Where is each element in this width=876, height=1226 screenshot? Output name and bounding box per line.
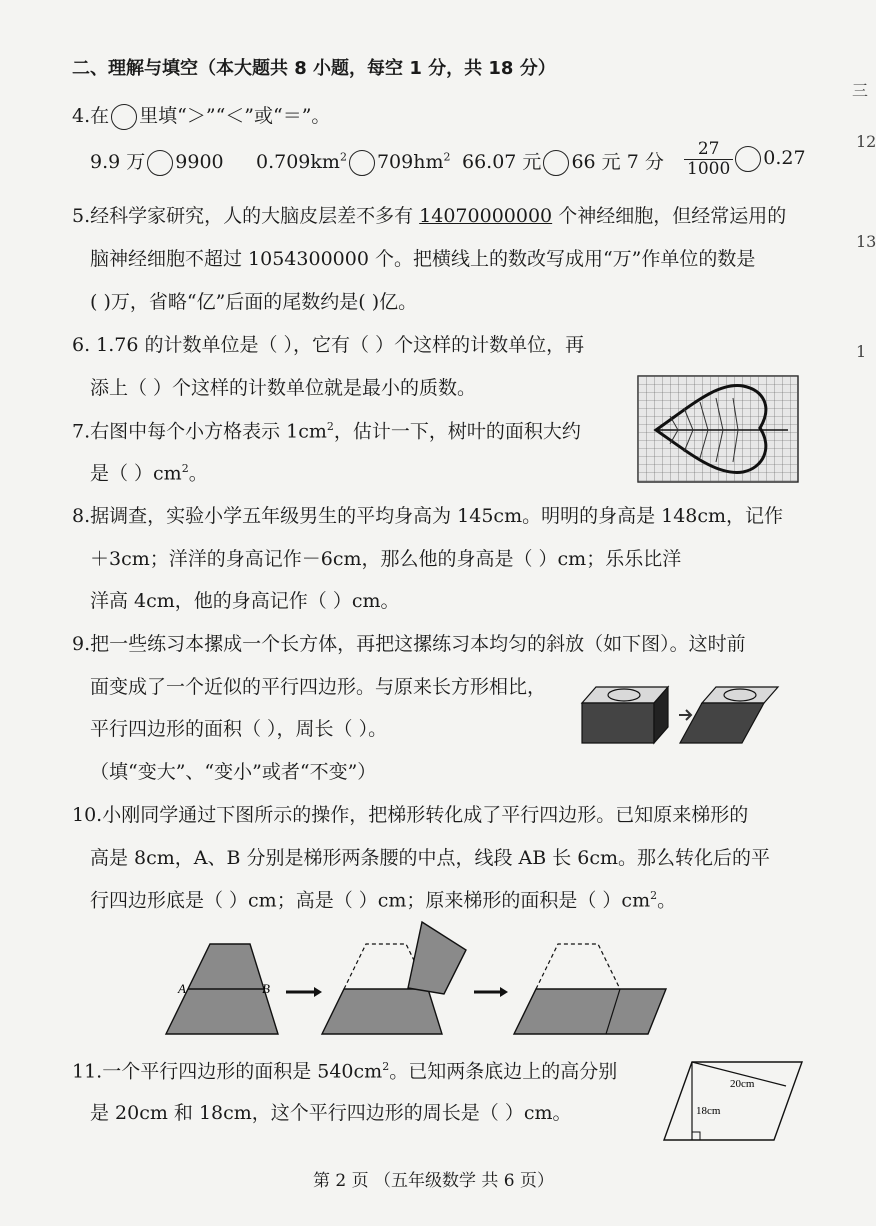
q6-line-2: 添上（ ）个这样的计数单位就是最小的质数。	[90, 377, 477, 399]
book-stack-figure	[582, 683, 772, 747]
parallelogram-figure	[664, 1060, 804, 1144]
svg-text:A: A	[178, 981, 186, 996]
compare-circle-4[interactable]	[735, 146, 761, 172]
compare-circle-1[interactable]	[147, 150, 173, 176]
fraction: $\frac{27}{1000}$	[684, 140, 733, 178]
edge-text-1: 三	[852, 81, 869, 100]
q5-line-1: 5.经科学家研究，人的大脑皮层差不多有 14070000000 个神经细胞，但经常运用的	[72, 205, 787, 227]
compare-circle-3[interactable]	[543, 150, 569, 176]
q9-line-2: 面变成了一个近似的平行四边形。与原来长方形相比，	[90, 676, 547, 698]
svg-text:B: B	[262, 981, 270, 996]
q4-compare-1: 9.9 万 9900	[90, 150, 224, 176]
q10-line-3: 行四边形底是（ ）cm；高是（ ）cm；原来梯形的面积是（ ）$cm^2$。	[90, 889, 677, 912]
leaf-grid-figure	[638, 376, 798, 482]
q8-line-1: 8.据调查，实验小学五年级男生的平均身高为 145cm。明明的身高是 148cm，记作	[72, 505, 784, 527]
q9-line-4: （填“变大”、“变小”或者“不变”）	[90, 761, 377, 783]
q4-prompt: 4.在 里填“＞”“＜”或“＝”。	[72, 104, 330, 130]
q7-line-1: 7.右图中每个小方格表示 $1cm^2$，估计一下，树叶的面积大约	[72, 420, 581, 443]
page-footer: 第 2 页 （五年级数学 共 6 页）	[312, 1171, 555, 1191]
answer-circle[interactable]	[111, 104, 137, 130]
edge-text-2: 12	[856, 132, 876, 151]
q5-line-3: ( )万，省略“亿”后面的尾数约是( )亿。	[90, 291, 418, 313]
q4-compare-3: 66.07 元 66 元 7 分	[462, 150, 664, 176]
trapezoid-figure	[166, 922, 676, 1038]
q6-line-1: 6. 1.76 的计数单位是（ ），它有（ ）个这样的计数单位，再	[72, 334, 585, 356]
q11-line-2: 是 20cm 和 18cm，这个平行四边形的周长是（ ）cm。	[90, 1102, 572, 1124]
svg-text:18cm: 18cm	[696, 1105, 721, 1117]
section-title: 二、理解与填空（本大题共 8 小题，每空 1 分，共 18 分）	[72, 58, 556, 79]
edge-text-4: 1	[856, 342, 867, 361]
q10-line-1: 10.小刚同学通过下图所示的操作，把梯形转化成了平行四边形。已知原来梯形的	[72, 804, 749, 826]
q7-line-2: 是（ ）$cm^2$。	[90, 462, 208, 485]
q10-line-2: 高是 8cm，A、B 分别是梯形两条腰的中点，线段 AB 长 6cm。那么转化后的平	[90, 847, 771, 869]
edge-text-3: 13	[856, 232, 876, 251]
q4-compare-2: $0.709km^2$ $709hm^2$	[256, 150, 450, 176]
svg-text:20cm: 20cm	[730, 1078, 755, 1090]
underlined-number: 14070000000	[419, 205, 553, 227]
q5-line-2: 脑神经细胞不超过 1054300000 个。把横线上的数改写成用“万”作单位的数是	[90, 248, 756, 270]
q8-line-2: ＋3cm；洋洋的身高记作－6cm，那么他的身高是（ ）cm；乐乐比洋	[90, 548, 682, 570]
q11-line-1: 11.一个平行四边形的面积是 $540cm^2$。已知两条底边上的高分别	[72, 1060, 618, 1083]
q9-line-1: 9.把一些练习本摞成一个长方体，再把这摞练习本均匀的斜放（如下图）。这时前	[72, 633, 746, 655]
q9-line-3: 平行四边形的面积（ ），周长（ ）。	[90, 718, 388, 740]
q4-compare-4: $\frac{27}{1000}$ 0.27	[684, 140, 806, 178]
q8-line-3: 洋高 4cm，他的身高记作（ ）cm。	[90, 590, 400, 612]
compare-circle-2[interactable]	[349, 150, 375, 176]
